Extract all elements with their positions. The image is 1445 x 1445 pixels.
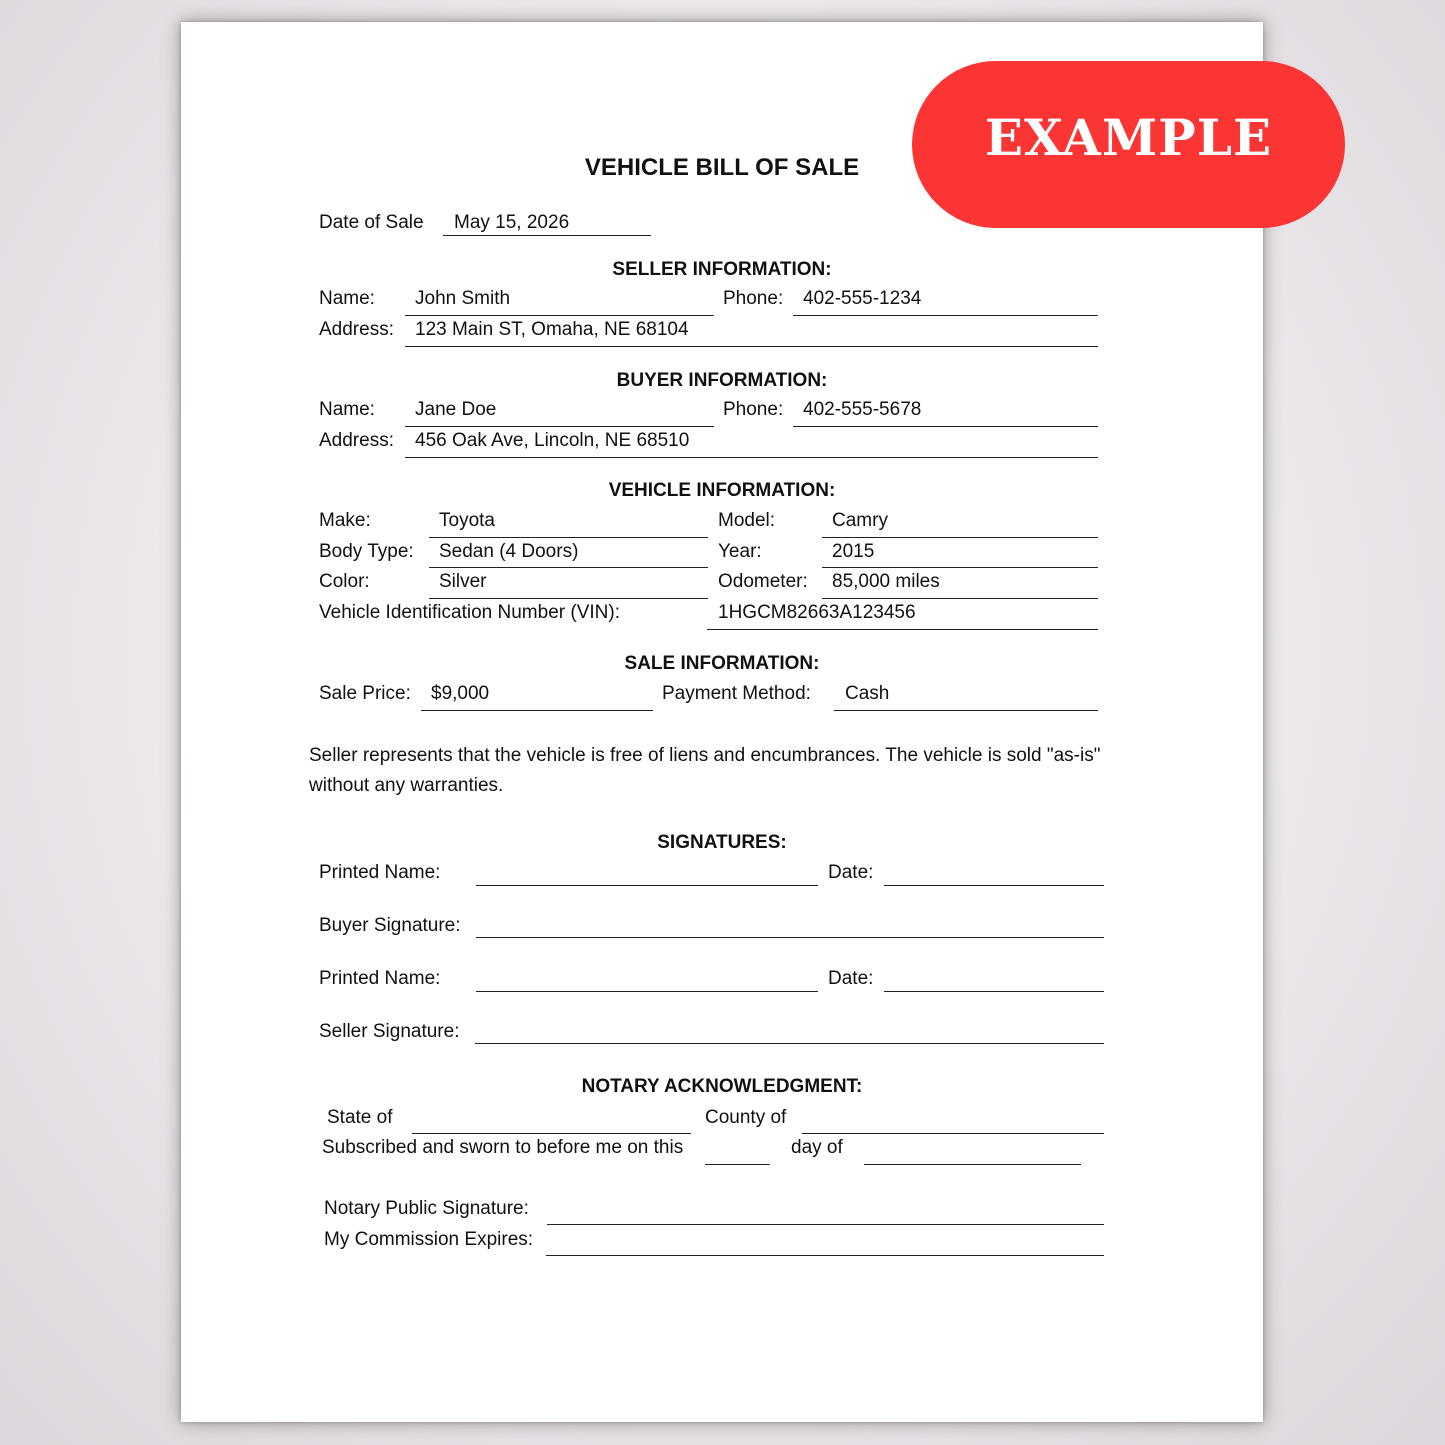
seller-date-line[interactable] — [884, 991, 1104, 992]
vehicle-year-value: 2015 — [832, 541, 875, 562]
buyer-phone-value: 402-555-5678 — [803, 399, 922, 420]
buyer-name-label: Name: — [319, 399, 375, 420]
buyer-signature-label: Buyer Signature: — [319, 915, 461, 936]
seller-phone-line — [793, 315, 1098, 316]
buyer-printed-name-label: Printed Name: — [319, 862, 441, 883]
vehicle-heading: VEHICLE INFORMATION: — [608, 480, 836, 501]
sale-price-value: $9,000 — [431, 683, 490, 704]
buyer-address-value: 456 Oak Ave, Lincoln, NE 68510 — [415, 430, 690, 451]
vehicle-odometer-value: 85,000 miles — [832, 571, 940, 592]
notary-day-line[interactable] — [705, 1164, 770, 1165]
vehicle-odometer-label: Odometer: — [718, 571, 808, 592]
notary-county-label: County of — [705, 1107, 787, 1128]
buyer-name-value: Jane Doe — [415, 399, 497, 420]
date-of-sale-line — [443, 235, 651, 236]
vehicle-model-value: Camry — [832, 510, 888, 531]
vehicle-year-label: Year: — [718, 541, 762, 562]
seller-phone-label: Phone: — [723, 288, 784, 309]
sale-price-label: Sale Price: — [319, 683, 411, 704]
vehicle-body-value: Sedan (4 Doors) — [439, 541, 579, 562]
seller-date-label: Date: — [828, 968, 874, 989]
seller-name-label: Name: — [319, 288, 375, 309]
notary-heading: NOTARY ACKNOWLEDGMENT: — [581, 1076, 863, 1097]
buyer-heading: BUYER INFORMATION: — [616, 370, 828, 391]
buyer-address-line — [405, 457, 1098, 458]
date-of-sale-label: Date of Sale — [319, 212, 424, 233]
date-of-sale-value: May 15, 2026 — [454, 212, 570, 233]
payment-method-value: Cash — [845, 683, 890, 704]
commission-expires-line[interactable] — [546, 1255, 1104, 1256]
buyer-phone-label: Phone: — [723, 399, 784, 420]
seller-printed-name-line[interactable] — [476, 991, 818, 992]
buyer-date-line[interactable] — [884, 885, 1104, 886]
vehicle-vin-line — [707, 629, 1098, 630]
buyer-printed-name-line[interactable] — [476, 885, 818, 886]
buyer-name-line — [405, 426, 714, 427]
vehicle-color-label: Color: — [319, 571, 370, 592]
buyer-phone-line — [793, 426, 1098, 427]
notary-signature-label: Notary Public Signature: — [324, 1198, 529, 1219]
notary-signature-line[interactable] — [547, 1224, 1104, 1225]
vehicle-make-line — [429, 537, 708, 538]
vehicle-color-value: Silver — [439, 571, 487, 592]
notary-county-line[interactable] — [802, 1133, 1104, 1134]
vehicle-make-label: Make: — [319, 510, 371, 531]
example-badge — [912, 61, 1345, 228]
vehicle-body-line — [429, 567, 708, 568]
commission-expires-label: My Commission Expires: — [324, 1229, 534, 1250]
buyer-address-label: Address: — [319, 430, 394, 451]
vehicle-vin-label: Vehicle Identification Number (VIN): — [319, 602, 620, 623]
sale-heading: SALE INFORMATION: — [624, 653, 820, 674]
vehicle-odometer-line — [822, 598, 1098, 599]
seller-address-value: 123 Main ST, Omaha, NE 68104 — [415, 319, 689, 340]
seller-name-value: John Smith — [415, 288, 511, 309]
vehicle-color-line — [429, 598, 708, 599]
signatures-heading: SIGNATURES: — [657, 832, 787, 853]
vehicle-model-line — [822, 537, 1098, 538]
document-title: VEHICLE BILL OF SALE — [584, 154, 860, 181]
notary-state-line[interactable] — [412, 1133, 691, 1134]
example-badge-text: EXAMPLE — [984, 108, 1273, 167]
sale-price-line — [421, 710, 653, 711]
notary-sworn-label: Subscribed and sworn to before me on this — [322, 1137, 684, 1158]
seller-heading: SELLER INFORMATION: — [612, 259, 832, 280]
buyer-date-label: Date: — [828, 862, 874, 883]
seller-signature-line[interactable] — [475, 1043, 1104, 1044]
seller-phone-value: 402-555-1234 — [803, 288, 922, 309]
notary-state-label: State of — [327, 1107, 393, 1128]
seller-printed-name-label: Printed Name: — [319, 968, 441, 989]
notary-month-line[interactable] — [864, 1164, 1081, 1165]
seller-address-label: Address: — [319, 319, 394, 340]
seller-name-line — [405, 315, 714, 316]
payment-method-label: Payment Method: — [662, 683, 811, 704]
buyer-signature-line[interactable] — [476, 937, 1104, 938]
vehicle-model-label: Model: — [718, 510, 776, 531]
notary-day-of-label: day of — [791, 1137, 843, 1158]
vehicle-vin-value: 1HGCM82663A123456 — [718, 602, 916, 623]
seller-address-line — [405, 346, 1098, 347]
vehicle-make-value: Toyota — [439, 510, 495, 531]
vehicle-body-label: Body Type: — [319, 541, 414, 562]
seller-signature-label: Seller Signature: — [319, 1021, 460, 1042]
payment-method-line — [834, 710, 1098, 711]
vehicle-year-line — [822, 567, 1098, 568]
liens-statement: Seller represents that the vehicle is free of liens and encumbrances. The vehicle is sold "as-is" without any warranties. — [309, 745, 1101, 796]
